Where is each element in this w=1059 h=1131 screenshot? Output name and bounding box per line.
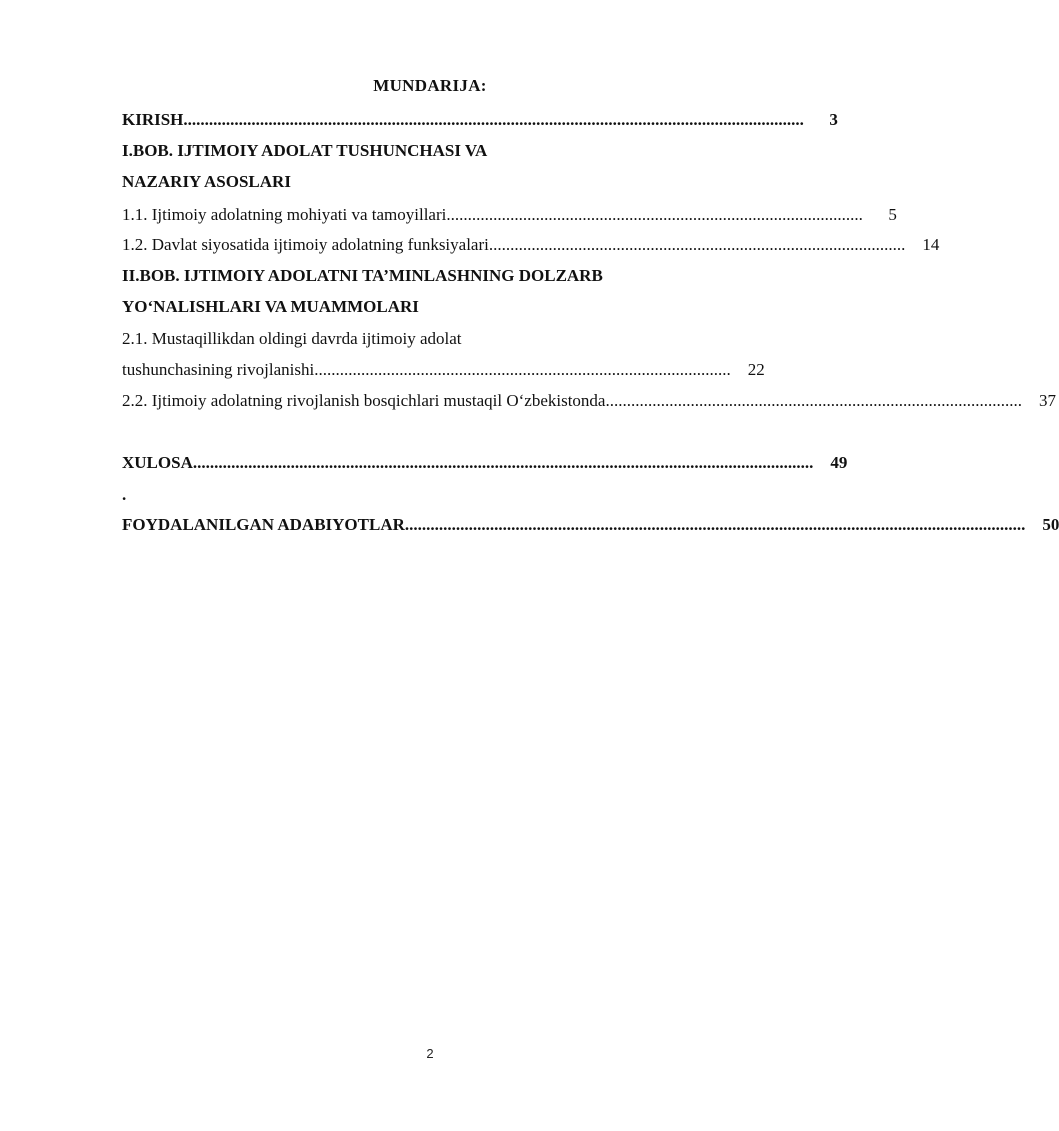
- toc-page-number: 22: [747, 360, 765, 379]
- toc-entry-text: II.BOB. IJTIMOIY ADOLATNI TA’MINLASHNING DOLZARB: [122, 266, 603, 285]
- stray-period-mark: .: [122, 485, 127, 504]
- toc-dot-leader: ..................................................................................................: [446, 205, 863, 224]
- toc-entry-2-1-line-1[interactable]: [122, 327, 755, 351]
- toc-dot-leader: ..................................................................................................................................................: [183, 110, 804, 129]
- toc-entry-text: FOYDALANILGAN ADABIYOTLAR: [122, 515, 405, 534]
- toc-entry-text: 1.2. Davlat siyosatida ijtimoiy adolatning funksiyalari: [122, 235, 489, 254]
- toc-page-number: 5: [888, 205, 897, 224]
- toc-dot-leader: ..................................................................................................: [488, 235, 906, 254]
- toc-entry-xulosa[interactable]: [122, 451, 848, 475]
- toc-title: MUNDARIJA:: [373, 76, 487, 95]
- toc-dot-leader: ..................................................................................................: [605, 391, 1022, 410]
- toc-page-number: 49: [830, 453, 848, 472]
- toc-dot-leader: ..................................................................................................: [314, 360, 731, 379]
- toc-page-number: 14: [922, 235, 940, 254]
- toc-entry-2-2[interactable]: [122, 389, 1056, 413]
- toc-entry-text: tushunchasining rivojlanishi: [122, 360, 315, 379]
- toc-chapter-1-heading-line-1[interactable]: [122, 139, 755, 163]
- toc-entry-text: KIRISH: [122, 110, 184, 129]
- toc-entry-text: 2.2. Ijtimoiy adolatning rivojlanish bosqichlari mustaqil O‘zbekistonda: [122, 391, 606, 410]
- toc-chapter-2-heading-line-2[interactable]: [122, 295, 755, 319]
- toc-entry-text: YO‘NALISHLARI VA MUAMMOLARI: [122, 297, 419, 316]
- toc-entry-text: I.BOB. IJTIMOIY ADOLAT TUSHUNCHASI VA: [122, 141, 488, 160]
- toc-chapter-2-heading-line-1[interactable]: [122, 264, 755, 288]
- toc-entry-text: 1.1. Ijtimoiy adolatning mohiyati va tamoyillari: [122, 205, 447, 224]
- toc-dot-leader: ..................................................................................................................................................: [404, 515, 1026, 534]
- toc-page-number: 37: [1038, 391, 1056, 410]
- toc-entry-1-1[interactable]: [122, 203, 897, 227]
- footer-page-number: 2: [426, 1046, 434, 1061]
- toc-dot-leader: ..................................................................................................................................................: [192, 453, 814, 472]
- toc-entry-1-2[interactable]: [122, 233, 940, 257]
- toc-entry-foydalanilgan-adabiyotlar[interactable]: [122, 513, 1059, 537]
- toc-entry-text: NAZARIY ASOSLARI: [122, 172, 291, 191]
- toc-page-number: 3: [829, 110, 838, 129]
- toc-entry-text: XULOSA: [122, 453, 193, 472]
- toc-page-number: 50: [1042, 515, 1059, 534]
- toc-entry-2-1-line-2[interactable]: [122, 358, 765, 382]
- toc-entry-kirish[interactable]: [122, 108, 838, 132]
- toc-chapter-1-heading-line-2[interactable]: [122, 170, 755, 194]
- toc-entry-text: 2.1. Mustaqillikdan oldingi davrda ijtimoiy adolat: [122, 329, 462, 348]
